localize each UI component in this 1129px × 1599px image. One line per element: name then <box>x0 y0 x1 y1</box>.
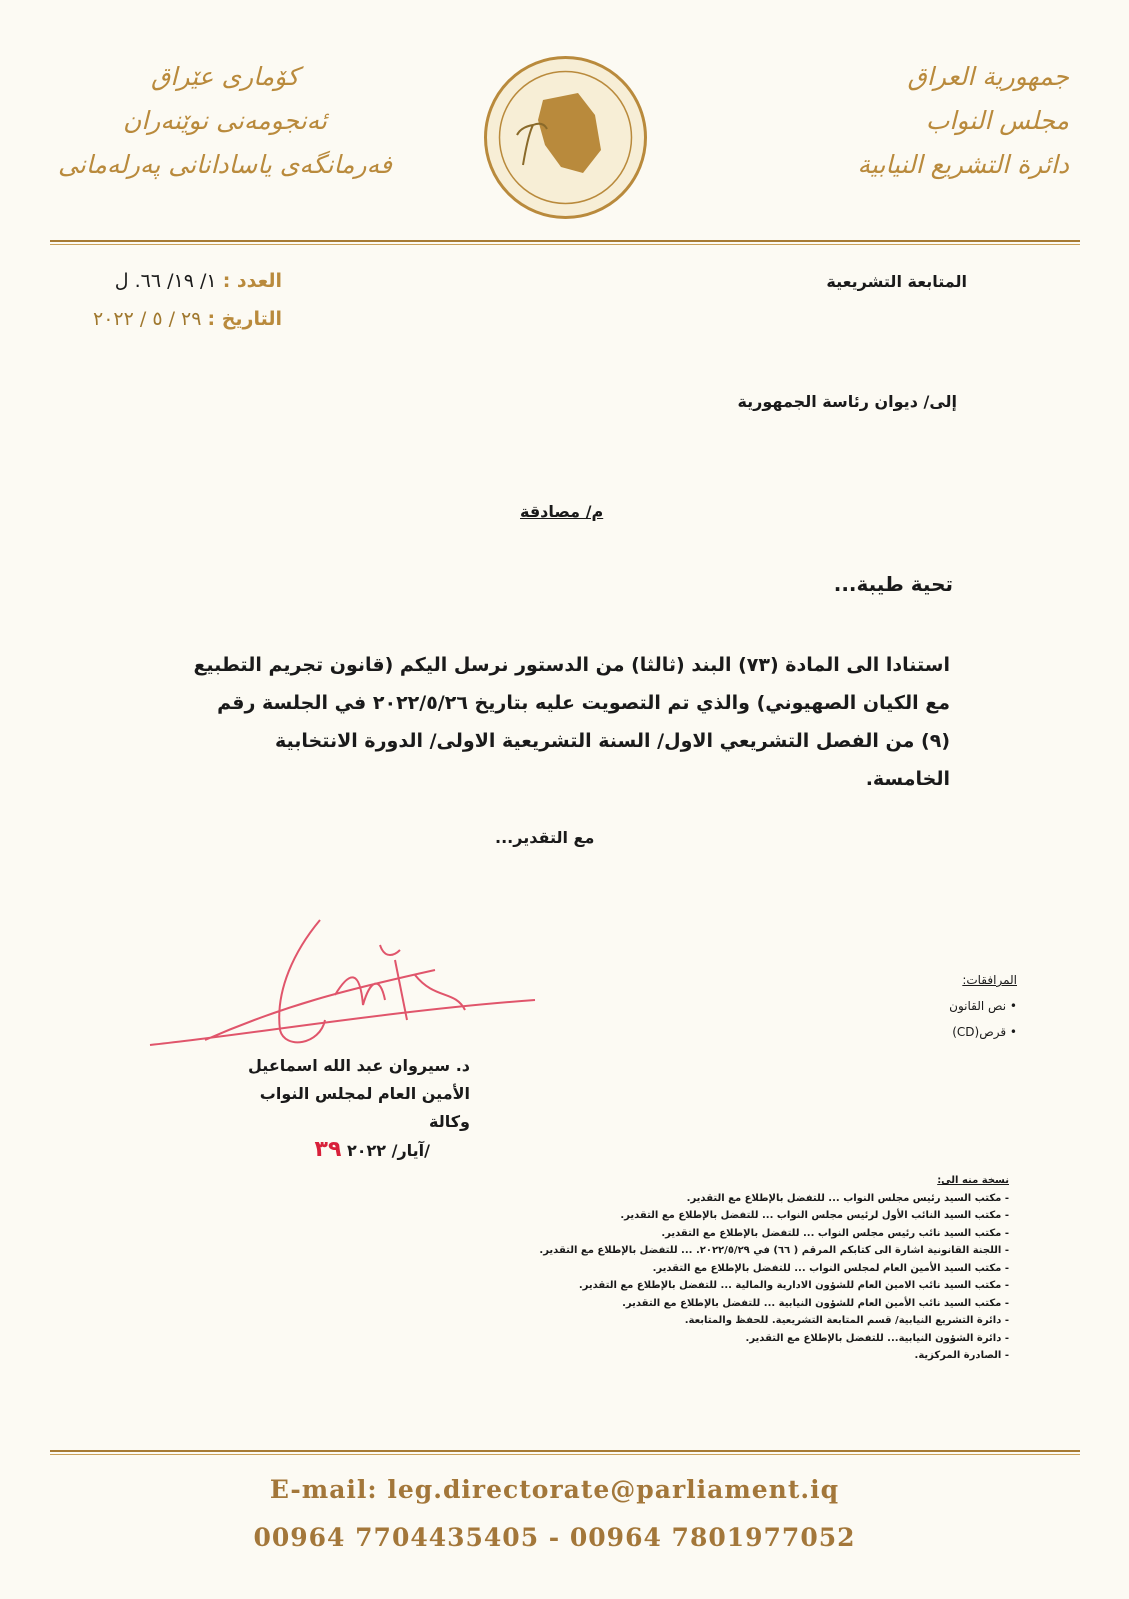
attachments <box>949 967 1017 1045</box>
footer-email: E-mail: leg.directorate@parliament.iq <box>269 1475 840 1504</box>
copy-item: - الصادرة المركزية. <box>914 1350 1009 1361</box>
number-value: ١/ ١٩/ ٦٦. ل <box>114 270 217 292</box>
greeting: تحية طيبة... <box>833 572 953 596</box>
footer-phones: 00964 7704435405 - 00964 7801977052 <box>253 1523 856 1552</box>
letterhead-line: دائرة التشريع النيابية <box>857 150 1069 179</box>
letter-body <box>190 646 950 798</box>
copy-item: - مكتب السيد الأمين العام لمجلس النواب ... للتفضل بالإطلاع مع التقدير. <box>652 1262 1009 1274</box>
letterhead-line: کۆماری عێراق <box>150 62 299 91</box>
signature-date: /آيار/ ٢٠٢٢ ٣٩ <box>314 1137 430 1162</box>
arabic-letterhead <box>769 55 1069 187</box>
attachments-label: المرافقات: <box>962 973 1017 987</box>
footer-divider <box>50 1450 1080 1455</box>
letterhead-line: ئەنجومەنی نوێنەران <box>122 106 328 135</box>
law-title: (قانون تجريم التطبيع مع الكيان الصهيوني) <box>193 654 950 714</box>
copy-item: - مكتب السيد نائب الأمين العام للشؤون النيابية ... للتفضل بالإطلاع مع التقدير. <box>622 1297 1009 1309</box>
copy-item: - دائرة الشؤون النيابية... للتفضل بالإطلاع مع التقدير. <box>745 1332 1009 1344</box>
date-value: ٢٩ / ٥ / ٢٠٢٢ <box>93 308 202 330</box>
copy-item: - مكتب السيد نائب رئيس مجلس النواب ... للتفضل بالإطلاع مع التقدير. <box>661 1227 1009 1239</box>
copies-label: نسخة منه الى: <box>937 1175 1009 1186</box>
body-text: استنادا الى المادة (٧٣) البند (ثالثا) من الدستور نرسل اليكم <box>393 654 950 676</box>
signature <box>145 910 545 1070</box>
kurdish-letterhead <box>55 55 395 187</box>
copies-list <box>489 1172 1009 1365</box>
date-label: التاريخ : <box>207 308 282 330</box>
letterhead-line: جمهورية العراق <box>907 62 1069 91</box>
copy-item: - اللجنة القانونية اشارة الى كتابكم المرقم ( ٦٦) في ٢٠٢٢/٥/٢٩. ... للتفضل بالإطلاع مع التقدير. <box>539 1245 1009 1256</box>
letterhead-line: مجلس النواب <box>925 106 1069 135</box>
handwritten-day: ٣٩ <box>314 1137 342 1162</box>
signatory-name: د. سيروان عبد الله اسماعيل <box>248 1056 470 1075</box>
copy-item: - مكتب السيد النائب الأول لرئيس مجلس النواب ... للتفضل بالإطلاع مع التقدير. <box>620 1210 1009 1221</box>
department-label: المتابعة التشريعية <box>826 272 967 291</box>
header-divider <box>50 240 1080 245</box>
signatory-title: الأمين العام لمجلس النواب وكالة <box>259 1084 470 1131</box>
number-label: العدد : <box>222 270 282 292</box>
letterhead-line: فەرمانگەی یاسادانانی پەرلەمانی <box>58 150 392 179</box>
closing: مع التقدير... <box>495 828 595 847</box>
parliament-emblem-logo <box>483 55 648 220</box>
copy-item: - دائرة التشريع النيابية/ قسم المتابعة التشريعية. للحفظ والمتابعة. <box>684 1315 1009 1326</box>
copy-item: - مكتب السيد رئيس مجلس النواب ... للتفضل بالإطلاع مع التقدير. <box>686 1192 1009 1204</box>
subject: م/ مصادقة <box>520 502 604 521</box>
copy-item: - مكتب السيد نائب الامين العام للشؤون الادارية والمالية ... للتفضل بالإطلاع مع التقدير. <box>578 1280 1009 1291</box>
reference-block <box>52 262 282 338</box>
attachment-item: • قرص(CD) <box>952 1025 1017 1039</box>
signatory-block <box>230 1052 470 1165</box>
body-text: والذي تم التصويت عليه بتاريخ ٢٠٢٢/٥/٢٦ في الجلسة رقم (٩) من الفصل التشريعي الاول/ السنة التشريعية الاولى/ الدورة الانتخابية الخامسة. <box>217 692 950 790</box>
attachment-item: • نص القانون <box>949 999 1017 1013</box>
recipient: إلى/ ديوان رئاسة الجمهورية <box>737 392 957 411</box>
